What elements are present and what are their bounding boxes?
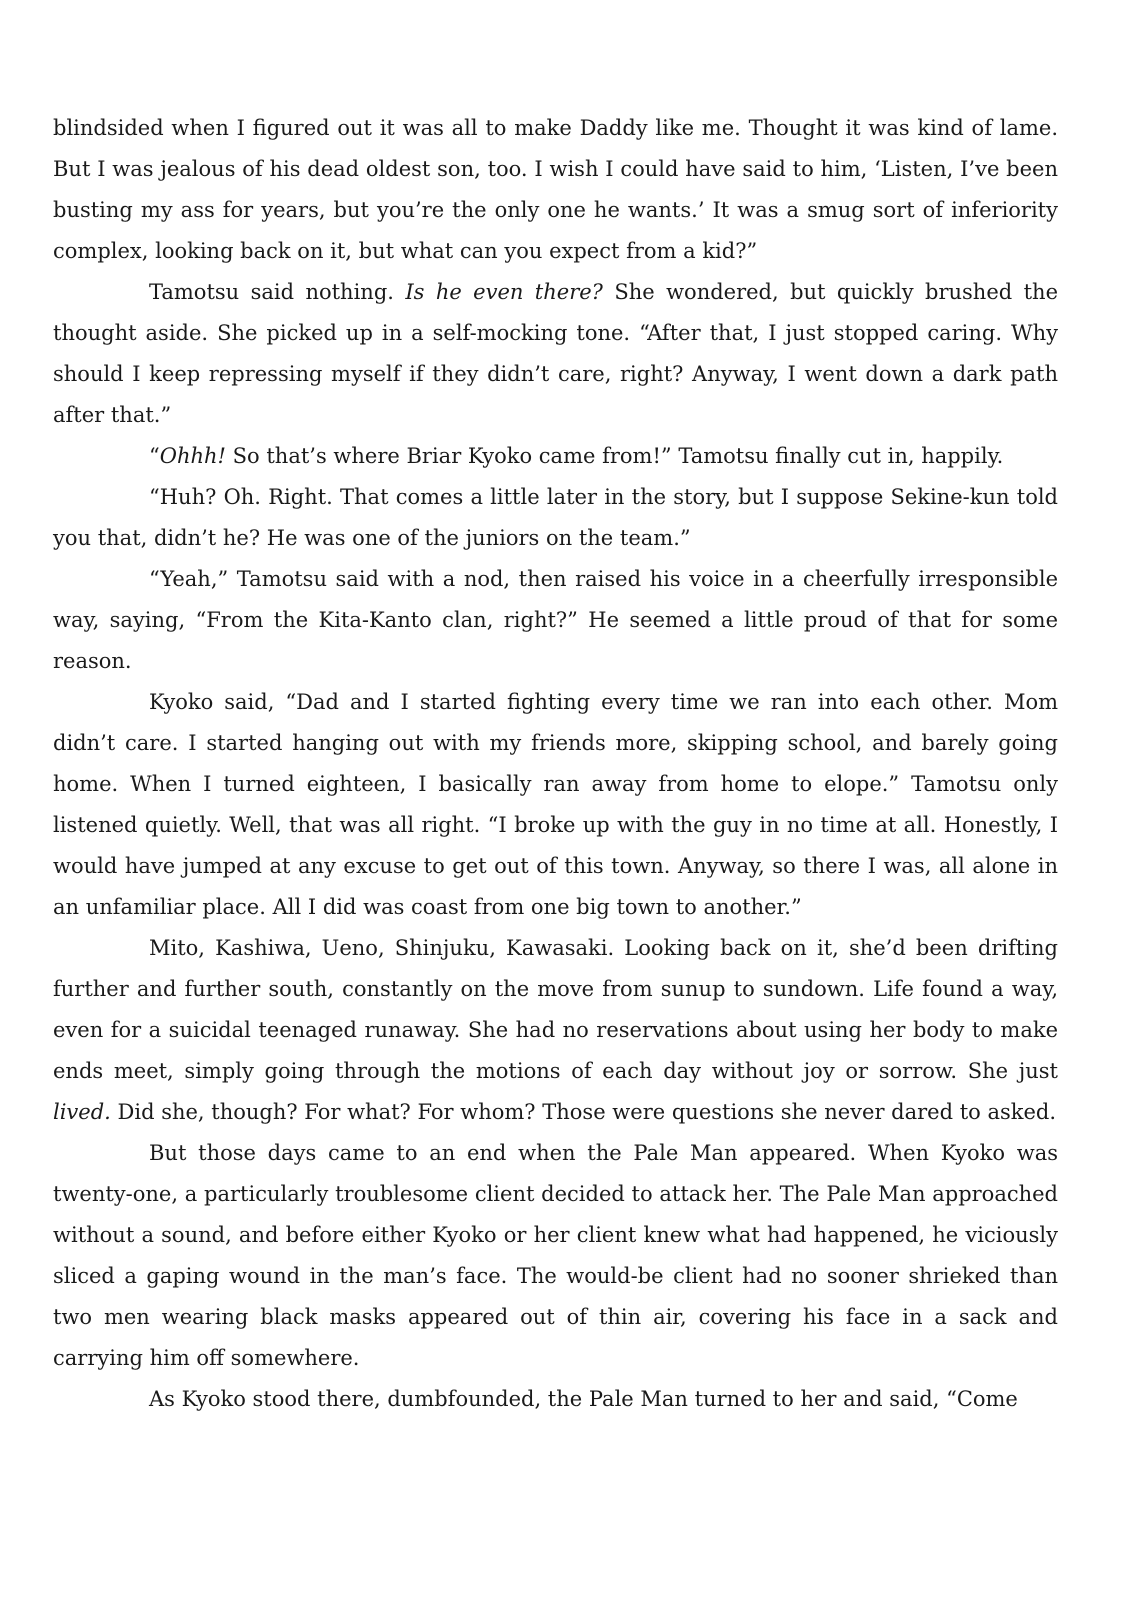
- text-run: So that’s where Briar Kyoko came from!” Tamotsu finally cut in, happily.: [225, 444, 1004, 468]
- paragraph: [53, 682, 1058, 928]
- text-run: “Yeah,” Tamotsu said with a nod, then raised his voice in a cheerfully irresponsible way, saying, “From the Kita-Kanto clan, right?” He seemed a little proud of that for some reason.: [53, 567, 1058, 673]
- text-run: blindsided when I figured out it was all to make Daddy like me. Thought it was kind of lame. But I was jealous of his dead oldest son, too. I wish I could have said to him, ‘Listen, I’ve been busting my ass for years, but you’re the only one he wants.’ It was a smug sort of inferiority complex, looking back on it, but what can you expect from a kid?”: [53, 116, 1058, 263]
- paragraph: [53, 928, 1058, 1133]
- paragraph: [53, 1133, 1058, 1379]
- italic-text-run: Ohhh!: [159, 444, 226, 468]
- text-run: “: [149, 444, 160, 468]
- text-run: But those days came to an end when the Pale Man appeared. When Kyoko was twenty-one, a particularly troublesome client decided to attack her. The Pale Man approached without a sound, and before either Kyoko or her client knew what had happened, he viciously sliced a gaping wound in the man’s face. The would-be client had no sooner shrieked than two men wearing black masks appeared out of thin air, covering his face in a sack and carrying him off somewhere.: [53, 1141, 1058, 1370]
- text-run: Kyoko said, “Dad and I started fighting every time we ran into each other. Mom didn’t care. I started hanging out with my friends more, skipping school, and barely going home. When I turned eighteen, I basically ran away from home to elope.” Tamotsu only listened quietly. Well, that was all right. “I broke up with the guy in no time at all. Honestly, I would have jumped at any excuse to get out of this town. Anyway, so there I was, all alone in an unfamiliar place. All I did was coast from one big town to another.”: [53, 690, 1058, 919]
- italic-text-run: Is he even there?: [405, 280, 603, 304]
- paragraph: [53, 108, 1058, 272]
- text-run: “Huh? Oh. Right. That comes a little later in the story, but I suppose Sekine-kun told you that, didn’t he? He was one of the juniors on the team.”: [53, 485, 1058, 550]
- paragraph: [53, 1379, 1058, 1420]
- paragraph: [53, 436, 1058, 477]
- text-run: Mito, Kashiwa, Ueno, Shinjuku, Kawasaki. Looking back on it, she’d been drifting further and further south, constantly on the move from sunup to sundown. Life found a way, even for a suicidal teenaged runaway. She had no reservations about using her body to make ends meet, simply going through the motions of each day without joy or sorrow. She just: [53, 936, 1058, 1083]
- book-page-body: [53, 108, 1058, 1420]
- text-run: Tamotsu said nothing.: [149, 280, 406, 304]
- text-run: She wondered, but quickly brushed the thought aside. She picked up in a self-mocking tone. “After that, I just stopped caring. Why should I keep repressing myself if they didn’t care, right? Anyway, I went down a dark path after that.”: [53, 280, 1058, 427]
- paragraph: [53, 559, 1058, 682]
- italic-text-run: lived.: [53, 1100, 111, 1124]
- text-run: Did she, though? For what? For whom? Those were questions she never dared to asked.: [110, 1100, 1057, 1124]
- paragraph: [53, 272, 1058, 436]
- paragraph: [53, 477, 1058, 559]
- text-run: As Kyoko stood there, dumbfounded, the Pale Man turned to her and said, “Come: [149, 1387, 1018, 1411]
